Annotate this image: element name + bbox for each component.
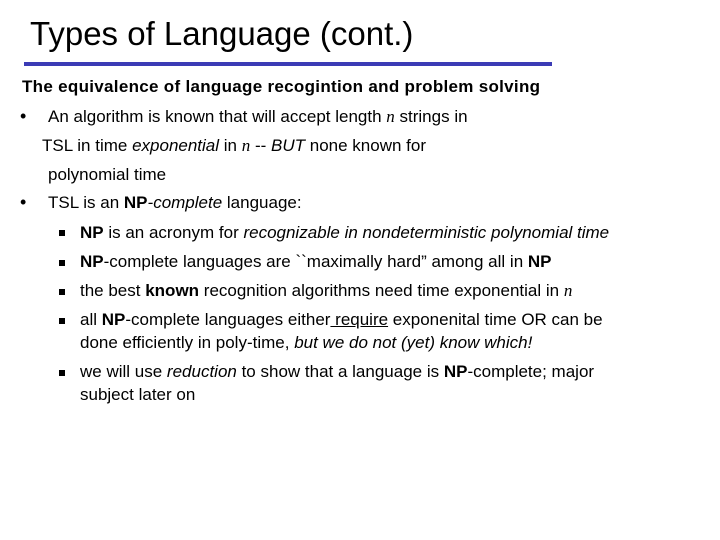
bullet1-line3: polynomial time bbox=[48, 165, 167, 184]
sub-bullet-1-marker bbox=[59, 230, 65, 236]
bullet1-line2: TSL in time exponential in n -- BUT none known for bbox=[42, 136, 426, 155]
bullet1-line1: An algorithm is known that will accept length n strings in bbox=[48, 107, 468, 126]
sub-bullet-5-line1: we will use reduction to show that a language is NP-complete; major bbox=[80, 362, 595, 381]
sub-bullet-3: the best known recognition algorithms need time exponential in n bbox=[80, 281, 573, 300]
title-underline bbox=[24, 62, 552, 66]
bullet2-line: TSL is an NP-complete language: bbox=[48, 193, 302, 212]
sub-bullet-5-line2: subject later on bbox=[80, 385, 196, 404]
sub-bullet-2-marker bbox=[59, 260, 65, 266]
sub-bullet-1: NP is an acronym for recognizable in nondeterministic polynomial time bbox=[80, 223, 610, 242]
sub-bullet-4-line1: all NP-complete languages either require exponenital time OR can be bbox=[80, 310, 603, 329]
sub-bullet-5-marker bbox=[59, 370, 65, 376]
sub-bullet-4-marker bbox=[59, 318, 65, 324]
sub-bullet-2: NP-complete languages are ``maximally hard” among all in NP bbox=[80, 252, 552, 271]
slide-title: Types of Language (cont.) bbox=[30, 15, 414, 52]
bullet-dot-1: • bbox=[20, 106, 27, 126]
bullet-dot-2: • bbox=[20, 192, 27, 212]
section-heading: The equivalence of language recogintion and problem solving bbox=[22, 77, 541, 96]
sub-bullet-3-marker bbox=[59, 289, 65, 295]
sub-bullet-4-line2: done efficiently in poly-time, but we do not (yet) know which! bbox=[80, 333, 533, 352]
